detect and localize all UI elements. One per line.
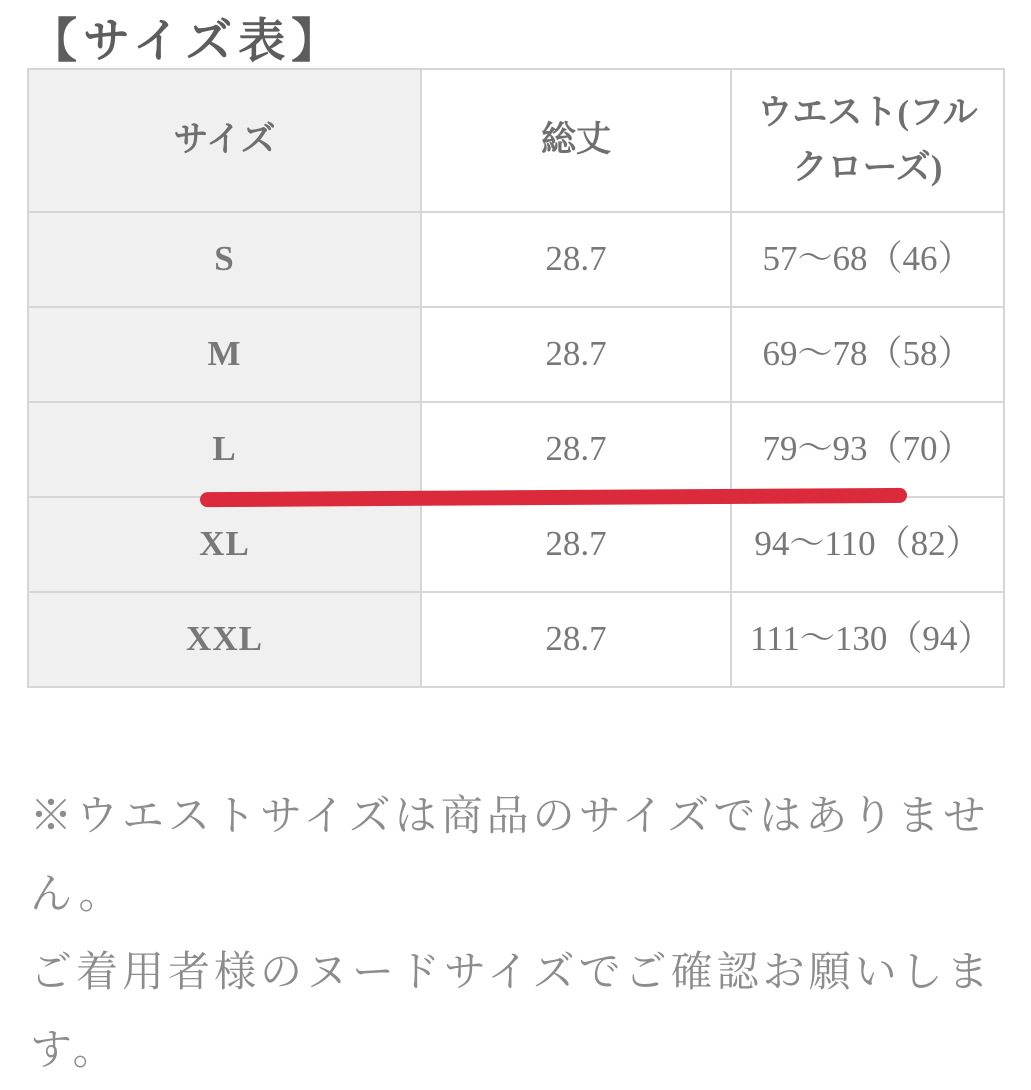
size-label: S <box>28 212 421 307</box>
total-length-value: 28.7 <box>421 497 731 592</box>
col-header-size: サイズ <box>28 69 421 212</box>
size-table <box>27 68 1005 688</box>
total-length-value: 28.7 <box>421 592 731 687</box>
notes-block <box>30 778 1002 1090</box>
total-length-value: 28.7 <box>421 402 731 497</box>
note-nude-size: ご着用者様のヌードサイズでご確認お願いします。 <box>30 950 993 1074</box>
size-label: L <box>28 402 421 497</box>
note-waist-disclaimer: ※ウエストサイズは商品のサイズではありません。 <box>30 794 990 918</box>
page-title: 【サイズ表】 <box>30 16 345 68</box>
size-label: XL <box>28 497 421 592</box>
table-row-xl <box>28 497 1004 592</box>
table-row-xxl <box>28 592 1004 687</box>
table-row-l <box>28 402 1004 497</box>
col-header-total-length: 総丈 <box>421 69 731 212</box>
size-label: XXL <box>28 592 421 687</box>
table-row-m <box>28 307 1004 402</box>
waist-value: 57〜68（46） <box>731 212 1004 307</box>
waist-value: 111〜130（94） <box>731 592 1004 687</box>
total-length-value: 28.7 <box>421 307 731 402</box>
header-row <box>28 69 1004 212</box>
table-row-s <box>28 212 1004 307</box>
waist-value: 79〜93（70） <box>731 402 1004 497</box>
waist-value: 94〜110（82） <box>731 497 1004 592</box>
size-label: M <box>28 307 421 402</box>
total-length-value: 28.7 <box>421 212 731 307</box>
waist-value: 69〜78（58） <box>731 307 1004 402</box>
col-header-waist: ウエスト(フルクローズ) <box>731 69 1004 212</box>
